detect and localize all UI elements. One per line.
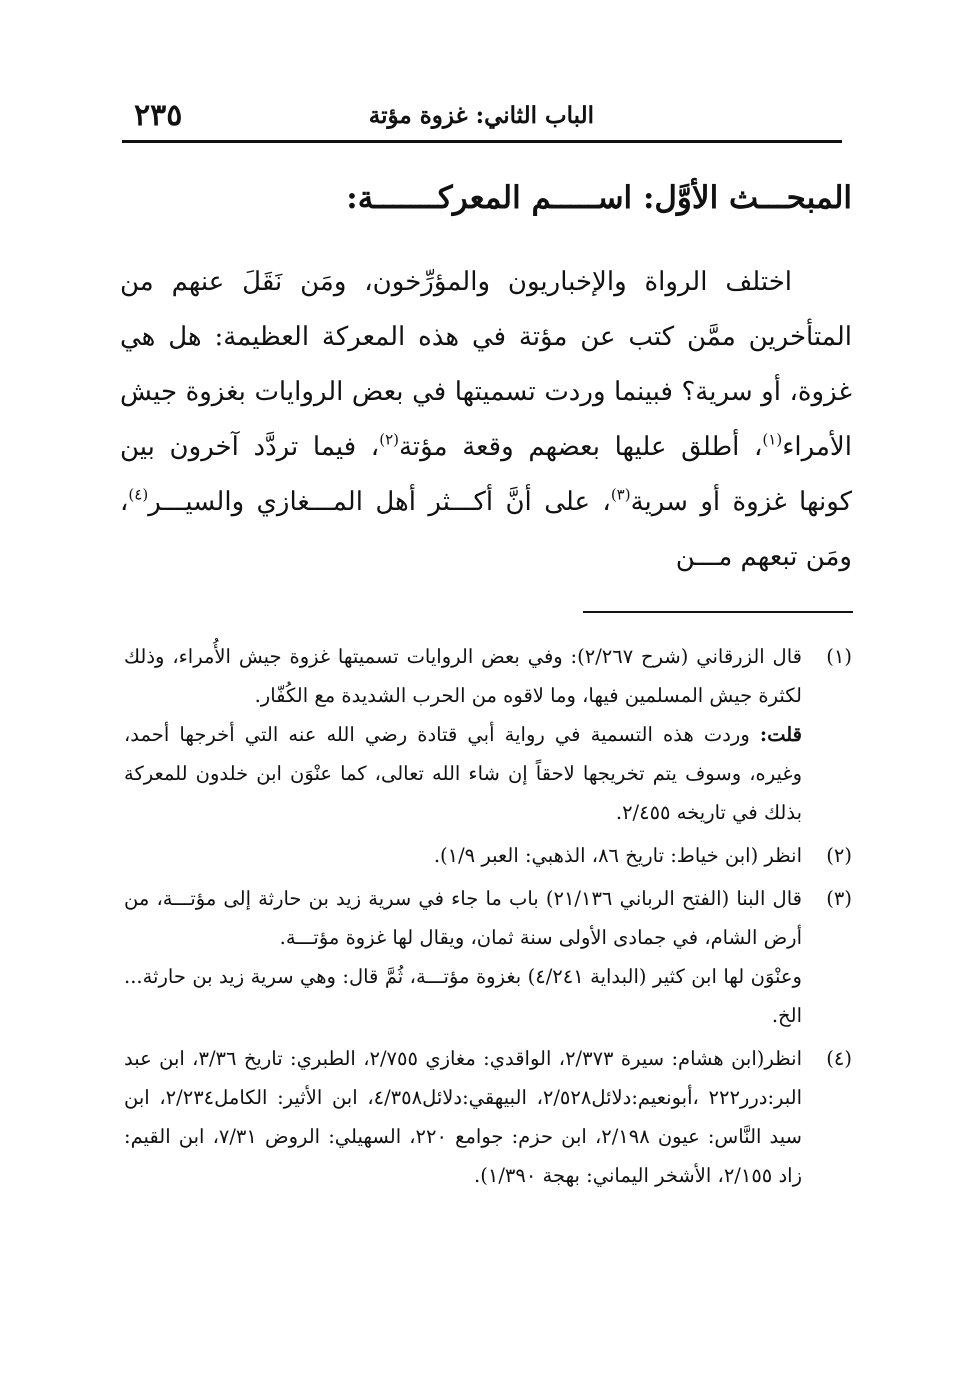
footnote-text: قال الزرقاني (شرح ٢/٢٦٧): وفي بعض الروايات تسميتها غزوة جيش الأُمراء، وذلك لكثرة جيش المسلمين فيها، وما لاقوه من الحرب الشديدة مع الكُفّار. — [124, 645, 802, 707]
body-text-segment: ، فيما تردَّد آخرون بين كونها غزوة أو سرية — [120, 432, 853, 517]
footnote-number: (٢) — [826, 844, 852, 867]
note-lead: قلت: — [759, 723, 802, 746]
footnote-text: انظر (ابن خياط: تاريخ ٨٦، الذهبي: العبر ١/٩). — [433, 844, 802, 867]
body-text-segment: ، أطلق عليها بعضهم وقعة مؤتة — [398, 432, 763, 462]
body-paragraph — [120, 255, 852, 585]
footnote-ref: (١) — [762, 430, 783, 449]
footnote-number: (١) — [826, 645, 852, 668]
running-header — [122, 96, 842, 143]
footnote-number: (٣) — [826, 887, 852, 910]
footnote-text: انظر(ابن هشام: سيرة ٢/٣٧٣، الواقدي: مغازي ٢/٧٥٥، الطبري: تاريخ ٣/٣٦، ابن عبد البر:درر٢٢٢ ،أبونعيم:دلائل٢/٥٢٨، البيهقي:دلائل٤/٣٥٨، ابن الأثير: الكامل٢/٢٣٤، ابن سيد النَّاس: عيون ٢/١٩٨، ابن حزم: جوامع ٢٢٠، السهيلي: الروض ٧/٣١، ابن القيم: زاد ٢/١٥٥، الأشخر اليماني: بهجة ١/٣٩٠). — [124, 1047, 803, 1187]
running-title: الباب الثاني: غزوة مؤتة — [368, 102, 594, 129]
footnote-text: وعنْوَن لها ابن كثير (البداية ٤/٢٤١) بغزوة مؤتـــة، ثُمَّ قال: وهي سرية زيد بن حارثة... الخ. — [124, 965, 802, 1027]
body-text-segment: اختلف الرواة والإخباريون والمؤرِّخون، ومَن نَقَلَ عنهم من المتأخرين ممَّن كتب عن مؤتة في هذه المعركة العظيمة: هل هي غزوة، أو سرية؟ فبينما وردت تسميتها في بعض الروايات بغزوة جيش الأمراء — [120, 267, 852, 462]
footnotes — [124, 637, 852, 1199]
body-text-segment: ، على أنَّ أكـــثر أهل المـــغازي والسيـــر — [148, 487, 611, 517]
footnote-number: (٤) — [826, 1047, 852, 1070]
footnote-note — [124, 715, 802, 832]
footnote-1 — [124, 637, 852, 832]
footnote-ref: (٣) — [610, 485, 631, 504]
footnote-separator — [583, 611, 853, 613]
footnote-2 — [124, 836, 852, 875]
footnote-3 — [124, 879, 852, 1035]
note-text: وردت هذه التسمية في رواية أبي قتادة رضي الله عنه التي أخرجها أحمد، وغيره، وسوف يتم تخريجها لاحقاً إن شاء الله تعالى، كما عنْوَن ابن خلدون للمعركة بذلك في تاريخه ٢/٤٥٥. — [124, 723, 802, 824]
page-number: ٢٣٥ — [134, 98, 183, 133]
footnote-4 — [124, 1039, 852, 1195]
section-title: المبحـــث الأوَّل: اســـــم المعركـــــــة: — [346, 180, 852, 216]
body-text-segment: ، ومَن تبعهم مـــن — [120, 487, 852, 572]
footnote-text: قال البنا (الفتح الرباني ٢١/١٣٦) باب ما جاء في سرية زيد بن حارثة إلى مؤتـــة، من أرض الشام، في جمادى الأولى سنة ثمان، ويقال لها غزوة مؤتـــة. — [124, 887, 802, 949]
footnote-ref: (٤) — [128, 485, 149, 504]
footnote-ref: (٢) — [379, 430, 399, 449]
